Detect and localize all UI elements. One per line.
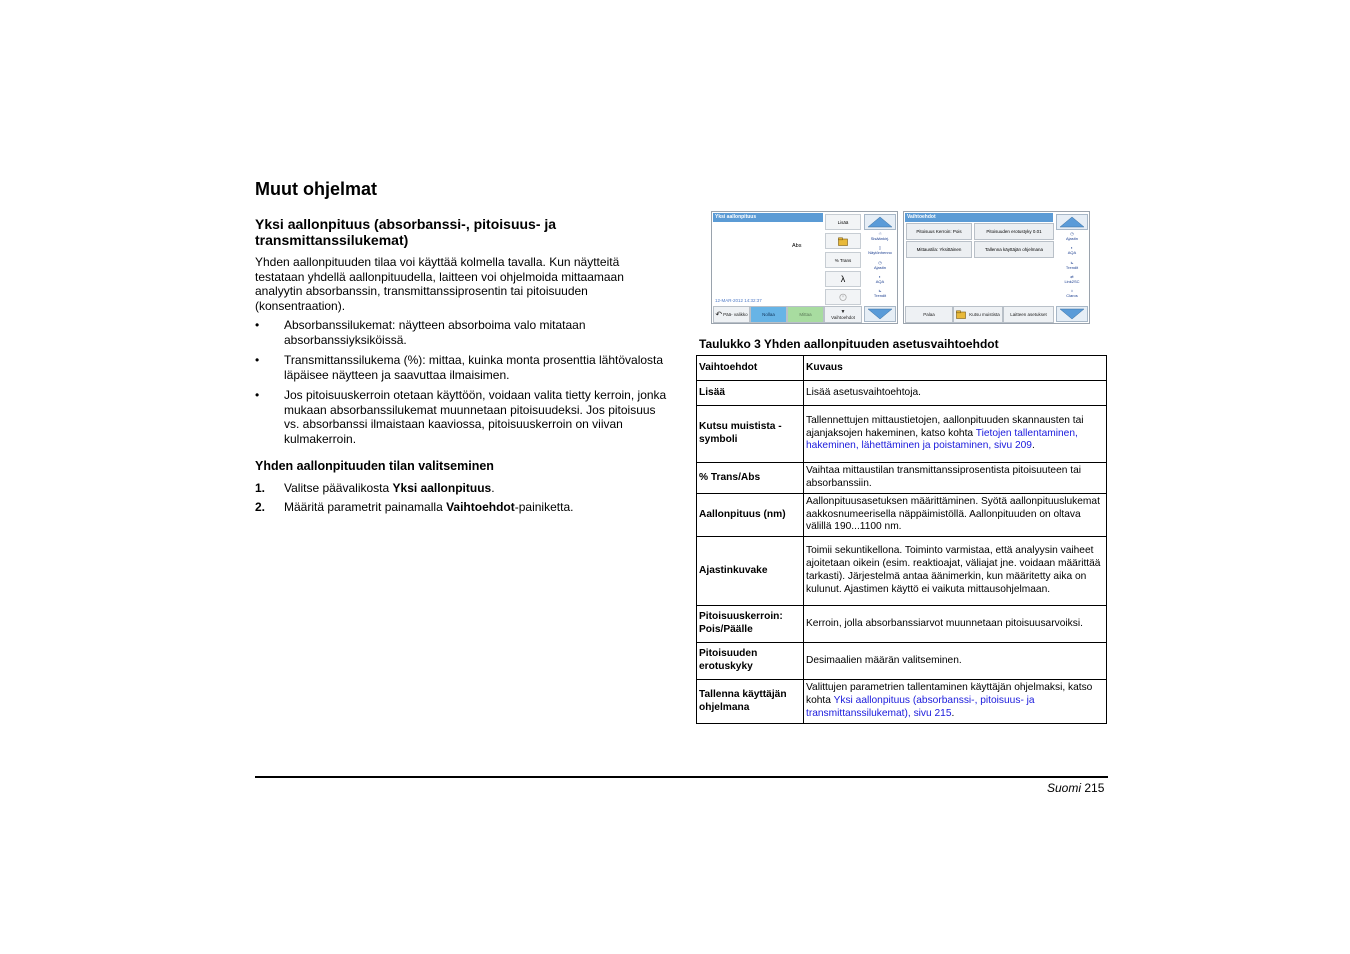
folder-icon	[956, 310, 966, 319]
screen-lock-item[interactable]: ▯ Näytönhenno	[868, 245, 892, 255]
timer-item[interactable]: ◷ Ajastin	[1065, 231, 1078, 241]
add-button[interactable]: Lisää	[825, 214, 861, 230]
table-row: % Trans/Abs Vaihtaa mittaustilan transmittanssiprosentista pitoisuuteen tai absorbanssiin.	[697, 463, 1107, 494]
table-header: Kuvaus	[804, 356, 1107, 381]
scroll-down-button[interactable]	[1056, 306, 1088, 322]
table-row: Lisää Lisää asetusvaihtoehtoja.	[697, 381, 1107, 406]
bullet-icon: •	[255, 318, 260, 332]
reading-mode-option[interactable]: Mittaustila: Yksittäinen	[906, 241, 972, 258]
step-item: 1. Valitse päävalikosta Yksi aallonpituus.	[255, 481, 495, 495]
timer-item[interactable]: ◷ Ajastin	[873, 260, 886, 270]
concentration-resolution-option[interactable]: Pitoisuuden erotustyky 0.01	[974, 223, 1054, 240]
steps-list	[255, 481, 670, 519]
aqa-icon: ◐	[1070, 245, 1074, 250]
trends-item[interactable]: ⊾ Trendit	[873, 288, 887, 298]
table-row: Pitoisuuskerroin: Pois/Päälle Kerroin, jolla absorbanssiarvot muunnetaan pitoisuusarvoiksi.	[697, 606, 1107, 643]
arrow-up-icon	[1057, 215, 1087, 229]
chart-icon: ⊾	[878, 288, 882, 293]
cross-reference-link[interactable]: Tietojen tallentaminen, hakeminen, lähettäminen ja poistaminen, sivu 209	[806, 427, 1078, 452]
recall-button[interactable]: Kutsu muistista	[953, 306, 1003, 323]
bullet-icon: •	[255, 387, 260, 402]
scroll-down-button[interactable]	[864, 306, 896, 322]
recall-button[interactable]	[825, 233, 861, 249]
footer-rule	[255, 776, 1108, 778]
back-arrow-icon: ↶	[715, 310, 723, 319]
cross-reference-link[interactable]: Yksi aallonpituus (absorbanssi-, pitoisuus- ja transmittanssilukemat), sivu 215	[806, 695, 1035, 719]
screen-title: Vaihtoehdot	[905, 213, 1053, 222]
instrument-settings-button[interactable]: Laitteen asetukset	[1003, 306, 1054, 323]
options-button[interactable]: ▼ Vaihtoehdot	[824, 306, 862, 323]
save-user-program-option[interactable]: Tallenna käyttäjän ohjelmana	[974, 241, 1054, 258]
table-row: Kutsu muistista - symboli Tallennettujen mittaustietojen, aallonpituuden skannausten tai ajanjaksojen hakeminen, katso kohta Tietojen tallentaminen, hakeminen, lähettäminen ja poistaminen, sivu 209.	[697, 406, 1107, 463]
intro-paragraph: Yhden aallonpituuden tilaa voi käyttää kolmella tavalla. Kun näytteitä testataan yhdellä aallonpituudella, laitteen voi ohjelmoida mittaamaan analyytin absorbanssin, transmittanssiprosentin tai pitoisuuden (konsentraation).	[255, 255, 624, 313]
table-row: Tallenna käyttäjän ohjelmana Valittujen parametrien tallentaminen käyttäjän ohjelmaksi, katso kohta Yksi aallonpituus (absorbanssi-, pitoisuus- ja transmittanssilukemat), sivu 215.	[697, 680, 1107, 724]
table-header-row	[697, 356, 1107, 381]
timer-icon: ◷	[1070, 231, 1074, 236]
table-row: Ajastinkuvake Toimii sekuntikellona. Toiminto varmistaa, että analyysin vaiheet ajoitetaan oikein (esim. reaktioajat, väliajat jne. voidaan määrittää tarkasti). Järjestelmä antaa äänimerkin, kun määritetty aika on kulunut. Ajastimen käyttö ei vaikuta mittausohjelmaan.	[697, 537, 1107, 606]
bullet-list	[255, 318, 670, 452]
bullet-icon: •	[255, 352, 260, 367]
read-button[interactable]: Mittaa	[787, 306, 824, 323]
lock-icon: ▯	[878, 245, 882, 250]
timestamp: 12-MAR-2012 14:32:37	[715, 298, 762, 303]
list-item: • Absorbanssilukemat: näytteen absorboima valo mitataan absorbanssiyksiköissä.	[255, 318, 586, 347]
home-icon: ⌂	[1070, 288, 1074, 293]
chevron-down-icon: ▼	[840, 308, 846, 315]
step-item: 2. Määritä parametrit painamalla Vaihtoehdot-painiketta.	[255, 500, 574, 515]
main-menu-button[interactable]: ↶ Pää- valikko	[713, 306, 750, 323]
arrow-down-icon	[1057, 307, 1087, 321]
timer-button[interactable]	[825, 289, 861, 305]
screenshot-single-wavelength	[711, 211, 898, 324]
trans-abs-button[interactable]: % Trans	[825, 252, 861, 268]
options-table	[696, 355, 1107, 724]
scroll-up-button[interactable]	[864, 214, 896, 230]
zero-button[interactable]: Nollaa	[750, 306, 787, 323]
page-footer: Suomi 215	[1047, 781, 1105, 795]
list-item: • Jos pitoisuuskerroin otetaan käyttöön, voidaan valita tietty kerroin, jonka mukaan absorbanssilukemat muunnetaan pitoisuudeksi. Jos pitoisuus vs. absorbanssi ilmaistaan kaaviossa, pitoisuuskerroin on viivan kulmakerroin.	[255, 387, 667, 446]
wavelength-button[interactable]: λ	[825, 271, 861, 287]
claros-item[interactable]: ⌂ Claros	[1066, 288, 1078, 298]
user-icon: ☃	[878, 231, 882, 236]
arrow-down-icon	[865, 307, 895, 321]
table-row: Aallonpituus (nm) Aallonpituusasetuksen määrittäminen. Syötä aallonpituuslukemat aakkosnumeerisella näppäimistöllä. Aallonpituuden on oltava välillä 190...1100 nm.	[697, 494, 1107, 537]
scroll-up-button[interactable]	[1056, 214, 1088, 230]
timer-icon	[839, 293, 847, 301]
section-heading: Yksi aallonpituus (absorbanssi-, pitoisuus- ja transmittanssilukemat)	[255, 216, 557, 248]
arrow-up-icon	[865, 215, 895, 229]
link-icon: ⇄	[1070, 274, 1074, 279]
trends-item[interactable]: ⊾ Trendit	[1065, 260, 1079, 270]
subsection-heading: Yhden aallonpituuden tilan valitseminen	[255, 459, 494, 473]
folder-icon	[838, 237, 848, 246]
table-header: Vaihtoehdot	[697, 356, 804, 381]
concentration-factor-option[interactable]: Pitoisuus Kerroin: Pois	[906, 223, 972, 240]
link2sc-item[interactable]: ⇄ Link2SC	[1064, 274, 1080, 284]
screenshot-options	[903, 211, 1090, 324]
page-title: Muut ohjelmat	[255, 179, 377, 199]
aqa-icon: ◐	[878, 274, 882, 279]
aqa-item[interactable]: ◐ AQA	[875, 274, 885, 284]
back-button[interactable]: Palaa	[905, 306, 953, 323]
login-item[interactable]: ☃ Sisäänkirj.	[870, 231, 890, 241]
table-row: Pitoisuuden erotuskyky Desimaalien määrän valitseminen.	[697, 643, 1107, 680]
aqa-item[interactable]: ◐ AQA	[1067, 245, 1077, 255]
screen-title: Yksi aallonpituus	[713, 213, 823, 222]
abs-reading: Abs	[792, 243, 802, 249]
page-number: 215	[1084, 781, 1105, 795]
chart-icon: ⊾	[1070, 260, 1074, 265]
list-item: • Transmittanssilukema (%): mittaa, kuinka monta prosenttia lähtövalosta läpäisee näytteen ja saavuttaa ilmaisimen.	[255, 352, 664, 382]
table-caption: Taulukko 3 Yhden aallonpituuden asetusvaihtoehdot	[699, 337, 999, 351]
timer-icon: ◷	[878, 260, 882, 265]
